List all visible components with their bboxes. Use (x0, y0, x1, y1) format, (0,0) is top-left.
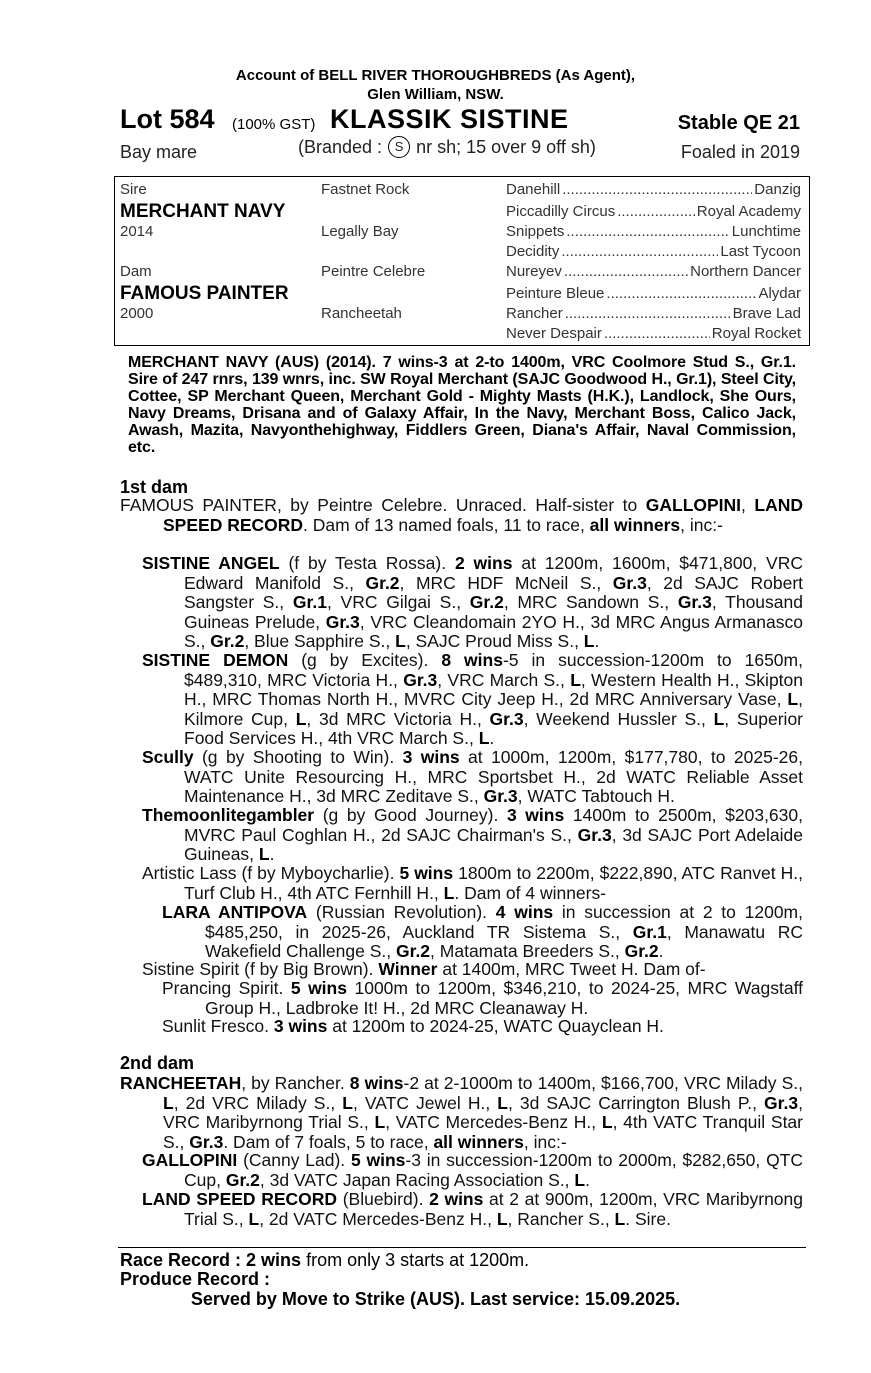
text-fragment: . (594, 631, 600, 651)
bold-fragment: L (583, 631, 595, 651)
sire-sire: Fastnet Rock (321, 181, 410, 198)
bold-fragment: Gr.3 (403, 669, 438, 690)
vendor-location-line: Glen William, NSW. (367, 86, 504, 103)
foaled-year: Foaled in 2019 (680, 142, 800, 162)
text-fragment: -3 in succession-1200m to 2000m, $282,650, QTC Cup, (184, 1150, 804, 1190)
bold-fragment: Gr.3 (483, 786, 518, 806)
horse-name: KLASSIK SISTINE (330, 104, 569, 134)
bold-fragment: 3 wins (273, 1016, 328, 1036)
pedigree-table (114, 176, 810, 346)
bold-fragment: GALLOPINI (142, 1150, 238, 1170)
first-dam-intro (120, 496, 803, 535)
bold-fragment: RANCHEETAH (120, 1073, 242, 1093)
bold-fragment: Gr.1 (632, 921, 667, 942)
bold-fragment: LAND SPEED RECORD (163, 495, 804, 535)
text-fragment: . (489, 728, 495, 748)
text-fragment: , 3d SAJC Port Adelaide Guineas, (184, 824, 803, 864)
bold-fragment: SISTINE DEMON (142, 650, 289, 670)
text-fragment: , VATC Mercedes-Benz H., (385, 1112, 602, 1132)
progeny-entry (162, 979, 803, 1018)
text-fragment: FAMOUS PAINTER, by Peintre Celebre. Unraced. Half-sister to (120, 495, 646, 515)
brand-s-icon: S (388, 136, 410, 158)
text-fragment: 1800m to 2200m, $222,890, ATC Ranvet H., Turf Club H., 4th ATC Fernhill H., (184, 863, 804, 903)
bold-fragment: L (787, 689, 799, 709)
produce-record (120, 1269, 270, 1290)
text-fragment: Prancing Spirit. (162, 978, 291, 998)
bold-fragment: 4 wins (495, 902, 554, 922)
bold-fragment: Gr.2 (210, 631, 245, 651)
progeny-entry (142, 864, 803, 903)
text-fragment: , Blue Sapphire S., (244, 631, 396, 651)
text-fragment: . (658, 941, 664, 961)
text-fragment: (f by Testa Rossa). (279, 553, 455, 573)
first-dam-heading: 1st dam (120, 477, 189, 497)
progeny-entry (142, 651, 803, 749)
bold-fragment: L (342, 1092, 353, 1113)
text-fragment: at 1400m, MRC Tweet H. Dam of- (437, 959, 706, 979)
progeny-entry (162, 903, 803, 962)
progeny-entry (142, 1151, 803, 1190)
footer-divider (118, 1247, 806, 1248)
text-fragment: , VRC Cleandomain 2YO H., 3d MRC Angus Armanasco S., (184, 611, 803, 651)
bold-fragment: 5 wins (290, 978, 347, 998)
text-fragment: , Superior Food Services H., 4th VRC March S., (184, 708, 804, 748)
text-fragment: , 3d MRC Victoria H., (306, 708, 490, 729)
bold-fragment: Scully (142, 747, 194, 767)
bold-fragment: Gr.3 (577, 824, 612, 845)
sire-label: Sire (120, 181, 147, 198)
text-fragment: , 2d VRC Milady S., (173, 1092, 343, 1113)
bold-fragment: L (163, 1092, 174, 1113)
text-fragment: , 3d SAJC Carrington Blush P., (507, 1092, 765, 1113)
dam-name: FAMOUS PAINTER (120, 283, 289, 304)
text-fragment: . (585, 1169, 590, 1190)
text-fragment: , SAJC Proud Miss S., (405, 631, 584, 651)
grandsire-row: Decidity ..... Last Tycoon (506, 243, 801, 260)
text-fragment: , Weekend Hussler S., (523, 708, 714, 729)
sire-summary: MERCHANT NAVY (AUS) (2014). 7 wins-3 at 2-to 1400m, VRC Coolmore Stud S., Gr.1. Sire of 247 rnrs, 139 wnrs, inc. SW Royal Merchant (SAJC Goodwood H., Gr.1), Steel City, Cottee, SP Merchant Queen, Merchant Gold - Mighty Masts (H.K.), Landlock, She Ours, Navy Dreams, Drisana and of Galaxy Affair, In the Navy, Merchant Boss, Calico Jack, Awash, Mazita, Navyonthehighway, Fiddlers Green, Diana's Affair, Naval Commission, etc. (128, 354, 796, 456)
text-fragment: , 4th VATC Tranquil Star S., (163, 1112, 803, 1152)
bold-fragment: Winner (378, 959, 438, 979)
text-fragment: Sunlit Fresco. (162, 1016, 274, 1036)
text-fragment: . Sire. (625, 1208, 671, 1229)
grandsire-row: Nureyev ..... Northern Dancer (506, 263, 801, 280)
bold-fragment: L (443, 882, 455, 903)
progeny-entry (142, 806, 803, 865)
text-fragment: , 2d VATC Mercedes-Benz H., (259, 1208, 497, 1229)
grandsire-row: Rancher ..... Brave Lad (506, 305, 801, 322)
dam-sire: Peintre Celebre (321, 263, 426, 280)
bold-fragment: 5 wins (399, 863, 454, 883)
second-dam-heading: 2nd dam (120, 1053, 195, 1073)
stable-number: Stable QE 21 (677, 112, 800, 134)
dam-dam: Rancheetah (321, 305, 402, 322)
text-fragment: , Matamata Breeders S., (430, 941, 625, 961)
text-fragment: , Thousand Guineas Prelude, (184, 592, 803, 632)
bold-fragment: L (574, 1169, 586, 1190)
bold-fragment: all winners (589, 514, 681, 535)
text-fragment: , inc:- (523, 1131, 567, 1152)
text-fragment: , VATC Jewel H., (352, 1092, 498, 1113)
text-fragment: (Bluebird). (337, 1189, 430, 1209)
lot-number: Lot 584 (120, 104, 215, 134)
sire-name: MERCHANT NAVY (120, 201, 286, 222)
text-fragment: , WATC Tabtouch H. (517, 786, 675, 806)
brand-prefix: (Branded : (298, 137, 383, 157)
vendor-account-line: Account of BELL RIVER THOROUGHBREDS (As Agent), (235, 67, 636, 84)
text-fragment: , VRC Gilgai S., (326, 592, 470, 612)
bold-fragment: L (258, 844, 270, 864)
bold-fragment: Gr.2 (225, 1169, 260, 1190)
bold-fragment: 3 wins (402, 747, 460, 767)
bold-fragment: SISTINE ANGEL (142, 553, 280, 573)
progeny-entry (142, 554, 803, 652)
text-fragment: (Canny Lad). (237, 1150, 351, 1170)
bold-fragment: Gr.3 (489, 708, 524, 729)
text-fragment: (Russian Revolution). (307, 902, 496, 922)
bold-fragment: Gr.3 (764, 1092, 799, 1113)
text-fragment: (g by Shooting to Win). (193, 747, 403, 767)
text-fragment: . Dam of 13 named foals, 11 to race, (303, 514, 590, 535)
bold-fragment: Gr.2 (365, 572, 400, 593)
progeny-entry (142, 1190, 803, 1229)
bold-fragment: GALLOPINI (645, 495, 742, 515)
race-record-label: Race Record : 2 wins (120, 1250, 302, 1270)
bold-fragment: 5 wins (350, 1150, 406, 1170)
text-fragment: , 3d VATC Japan Racing Association S., (259, 1169, 575, 1190)
progeny-entry (162, 1017, 803, 1037)
bold-fragment: Gr.3 (677, 592, 712, 612)
grandsire-row: Danehill ..... Danzig (506, 181, 801, 198)
bold-fragment: L (497, 1092, 508, 1113)
produce-record-label: Produce Record : (120, 1269, 271, 1289)
horse-sex: Bay mare (120, 142, 198, 162)
bold-fragment: all winners (433, 1131, 524, 1152)
text-fragment: (g by Good Journey). (314, 805, 507, 825)
text-fragment: , Western Health H., Skipton H., MRC Thomas North H., MVRC City Jeep H., 2d MRC Anniversary Vase, (184, 669, 803, 709)
sire-dam: Legally Bay (321, 223, 399, 240)
bold-fragment: Gr.3 (189, 1131, 224, 1152)
service-note: Served by Move to Strike (AUS). Last service: 15.09.2025. (190, 1289, 681, 1309)
bold-fragment: L (713, 708, 725, 729)
gst-note: (100% GST) (232, 116, 316, 133)
progeny-entry (142, 960, 803, 980)
dam-year: 2000 (120, 305, 154, 322)
text-fragment: -2 at 2-1000m to 1400m, $166,700, VRC Milady S., (403, 1073, 803, 1093)
text-fragment: at 1200m to 2024-25, WATC Quayclean H. (327, 1016, 664, 1036)
grandsire-row: Piccadilly Circus ..... Royal Academy (506, 203, 801, 220)
dam-label: Dam (120, 263, 152, 280)
text-fragment: . Dam of 4 winners- (454, 882, 607, 903)
grandsire-row: Snippets ..... Lunchtime (506, 223, 801, 240)
race-record (120, 1250, 529, 1271)
text-fragment: , by Rancher. (241, 1073, 350, 1093)
second-dam-intro (120, 1074, 803, 1152)
text-fragment: 1400m to 2500m, $203,630, MVRC Paul Coghlan H., 2d SAJC Chairman's S., (184, 805, 803, 845)
bold-fragment: L (374, 1112, 386, 1132)
text-fragment: (g by Excites). (288, 650, 442, 670)
text-fragment: , (741, 495, 755, 515)
text-fragment: , inc:- (680, 514, 723, 535)
bold-fragment: Gr.3 (325, 611, 360, 632)
bold-fragment: L (395, 631, 406, 651)
bold-fragment: 2 wins (429, 1189, 484, 1209)
text-fragment: , VRC March S., (437, 669, 571, 690)
brand-description (298, 136, 596, 158)
text-fragment: in succession at 2 to 1200m, $485,250, in 2025-26, Auckland TR Sistema S., (205, 902, 803, 942)
bold-fragment: LARA ANTIPOVA (162, 902, 308, 922)
text-fragment: , Kilmore Cup, (184, 689, 803, 729)
bold-fragment: L (601, 1112, 613, 1132)
text-fragment: , Manawatu RC Wakefield Challenge S., (205, 921, 803, 961)
bold-fragment: L (248, 1208, 260, 1229)
text-fragment: Sistine Spirit (f by Big Brown). (142, 959, 379, 979)
bold-fragment: 8 wins (441, 650, 503, 670)
bold-fragment: Themoonlitegambler (142, 805, 315, 825)
bold-fragment: 8 wins (349, 1073, 404, 1093)
bold-fragment: 2 wins (454, 553, 513, 573)
text-fragment: at 1200m, 1600m, $471,800, VRC Edward Manifold S., (184, 553, 803, 593)
bold-fragment: L (570, 669, 581, 690)
text-fragment: Artistic Lass (f by Myboycharlie). (142, 863, 400, 883)
text-fragment: , 2d SAJC Robert Sangster S., (184, 572, 804, 612)
progeny-entry (142, 748, 803, 807)
text-fragment: at 1000m, 1200m, $177,780, to 2025-26, WATC Unite Resourcing H., MRC Sportsbet H., 2d WATC Reliable Asset Maintenance H., 3d MRC Zeditave S., (184, 747, 803, 806)
text-fragment: 1000m to 1200m, $346,210, to 2024-25, MRC Wagstaff Group H., Ladbroke It! H., 2d MRC Cleanaway H. (205, 978, 803, 1018)
bold-fragment: Gr.2 (469, 592, 504, 612)
bold-fragment: LAND SPEED RECORD (142, 1189, 338, 1209)
text-fragment: . (269, 844, 275, 864)
grandsire-row: Peinture Bleue ..... Alydar (506, 285, 801, 302)
bold-fragment: Gr.2 (624, 941, 659, 961)
grandsire-row: Never Despair ..... Royal Rocket (506, 325, 801, 342)
text-fragment: , MRC HDF McNeil S., (399, 572, 613, 593)
sire-year: 2014 (120, 223, 154, 240)
race-record-text: from only 3 starts at 1200m. (301, 1250, 530, 1270)
text-fragment: , Rancher S., (507, 1208, 615, 1229)
text-fragment: , VRC Maribyrnong Trial S., (163, 1092, 803, 1132)
bold-fragment: Gr.2 (395, 941, 431, 961)
bold-fragment: 3 wins (506, 805, 565, 825)
bold-fragment: Gr.3 (612, 572, 647, 593)
text-fragment: at 2 at 900m, 1200m, VRC Maribyrnong Trial S., (184, 1189, 803, 1229)
text-fragment: , MRC Sandown S., (503, 592, 678, 612)
brand-suffix: nr sh; 15 over 9 off sh) (416, 137, 596, 157)
text-fragment: -5 in succession-1200m to 1650m, $489,310, MRC Victoria H., (184, 650, 803, 690)
bold-fragment: L (496, 1208, 508, 1229)
bold-fragment: L (295, 708, 307, 729)
text-fragment: . Dam of 7 foals, 5 to race, (223, 1131, 434, 1152)
bold-fragment: Gr.1 (292, 592, 327, 612)
bold-fragment: L (614, 1208, 626, 1229)
lot-header (120, 104, 810, 138)
bold-fragment: L (478, 728, 490, 748)
